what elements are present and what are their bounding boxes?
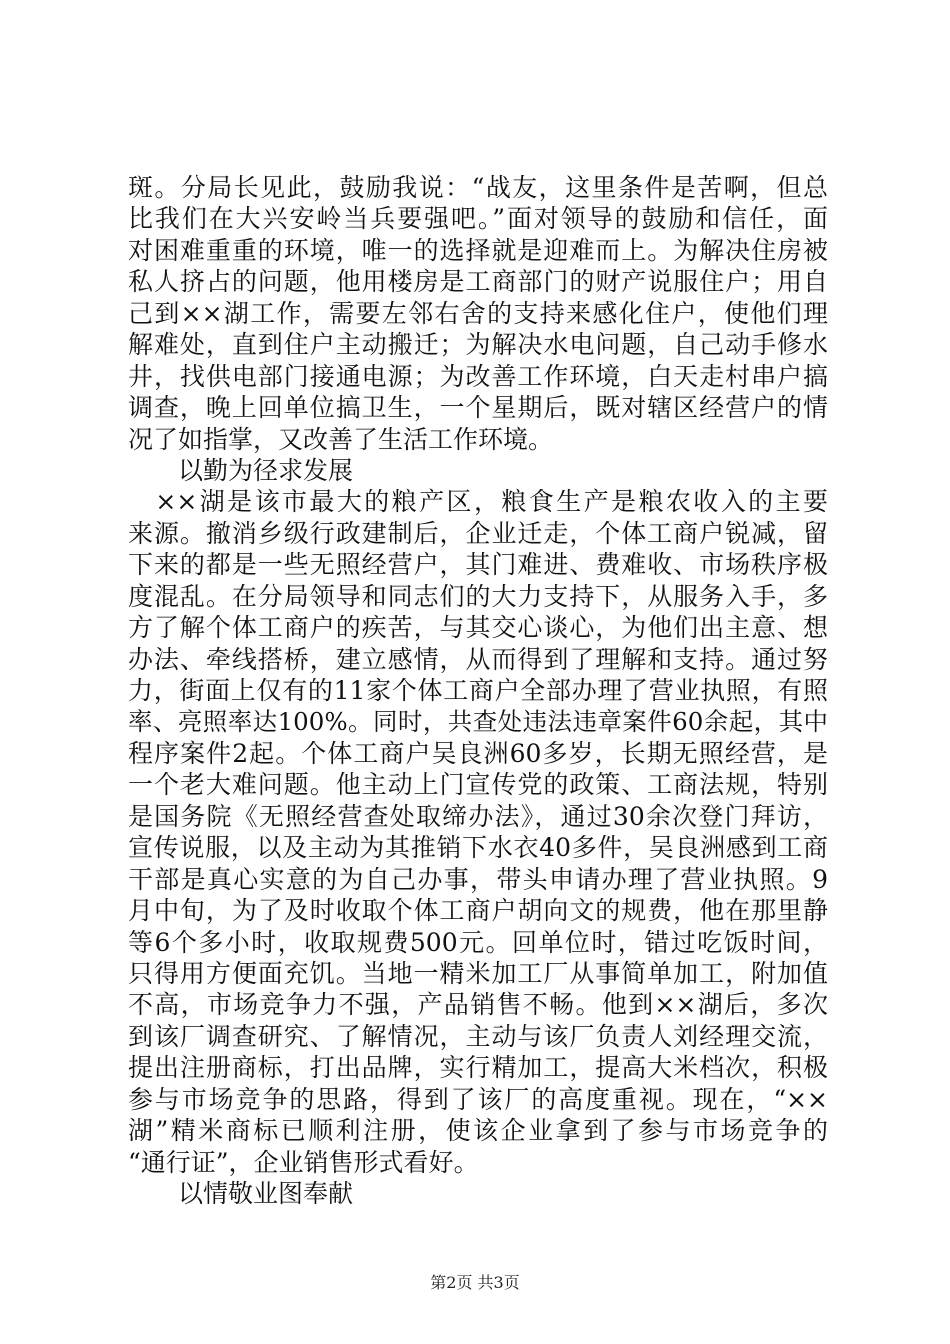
text-line: 等6个多小时，收取规费500元。回单位时，错过吃饭时间， [128, 927, 828, 957]
text-line: 是国务院《无照经营查处取缔办法》，通过30余次登门拜访， [128, 801, 828, 831]
section-heading: 以情敬业图奉献 [178, 1179, 354, 1208]
text-line: 宣传说服，以及主动为其推销下水衣40多件，吴良洲感到工商 [128, 833, 828, 863]
text-line: 调查，晚上回单位搞卫生，一个星期后，既对辖区经营户的情 [128, 393, 828, 423]
text-line: 办法、牵线搭桥，建立感情，从而得到了理解和支持。通过努 [128, 644, 828, 674]
text-line: 干部是真心实意的为自己办事，带头申请办理了营业执照。9 [128, 864, 828, 894]
text-line: 参与市场竞争的思路，得到了该厂的高度重视。现在，“×× [128, 1084, 828, 1114]
page-footer: 第2页 共3页 [430, 1273, 520, 1292]
text-line: 程序案件2起。个体工商户吴良洲60多岁，长期无照经营，是 [128, 738, 828, 768]
text-line: 率、亮照率达100%。同时，共查处违法违章案件60余起，其中 [128, 707, 828, 737]
text-line: 解难处，直到住户主动搬迁；为解决水电问题，自己动手修水 [128, 330, 828, 360]
text-line: 况了如指掌，又改善了生活工作环境。 [128, 424, 554, 454]
text-line: 力，街面上仅有的11家个体工商户全部办理了营业执照，有照 [128, 676, 828, 705]
text-line: 方了解个体工商户的疾苦，与其交心谈心，为他们出主意、想 [128, 613, 828, 643]
text-line: 比我们在大兴安岭当兵要强吧。”面对领导的鼓励和信任，面 [128, 204, 828, 234]
text-line: “通行证”，企业销售形式看好。 [128, 1147, 479, 1177]
text-line: 斑。分局长见此，鼓励我说：“战友，这里条件是苦啊，但总 [128, 173, 828, 202]
body-text [128, 172, 828, 1209]
text-line: 月中旬，为了及时收取个体工商户胡向文的规费，他在那里静 [128, 896, 828, 926]
text-line: 私人挤占的问题，他用楼房是工商部门的财产说服住户；用自 [128, 267, 828, 297]
text-line: 度混乱。在分局领导和同志们的大力支持下，从服务入手，多 [128, 581, 828, 611]
text-line: 来源。撤消乡级行政建制后，企业迁走，个体工商户锐减，留 [128, 518, 828, 548]
section-heading: 以勤为径求发展 [178, 455, 354, 485]
text-line: 井，找供电部门接通电源；为改善工作环境，白天走村串户搞 [128, 361, 828, 391]
text-line: 提出注册商标，打出品牌，实行精加工，提高大米档次，积极 [128, 1053, 828, 1083]
text-line: 己到××湖工作，需要左邻右舍的支持来感化住户，使他们理 [128, 298, 828, 328]
text-line: 下来的都是一些无照经营户，其门难进、费难收、市场秩序极 [128, 550, 828, 580]
text-line: 对困难重重的环境，唯一的选择就是迎难而上。为解决住房被 [128, 235, 828, 265]
text-line: ××湖是该市最大的粮产区，粮食生产是粮农收入的主要 [128, 487, 828, 517]
text-line: 湖”精米商标已顺利注册，使该企业拿到了参与市场竞争的 [128, 1116, 828, 1146]
text-line: 只得用方便面充饥。当地一精米加工厂从事简单加工，附加值 [128, 958, 828, 988]
text-line: 不高，市场竞争力不强，产品销售不畅。他到××湖后，多次 [128, 990, 828, 1020]
text-line: 到该厂调查研究、了解情况，主动与该厂负责人刘经理交流， [128, 1021, 828, 1051]
text-line: 一个老大难问题。他主动上门宣传党的政策、工商法规，特别 [128, 770, 828, 800]
